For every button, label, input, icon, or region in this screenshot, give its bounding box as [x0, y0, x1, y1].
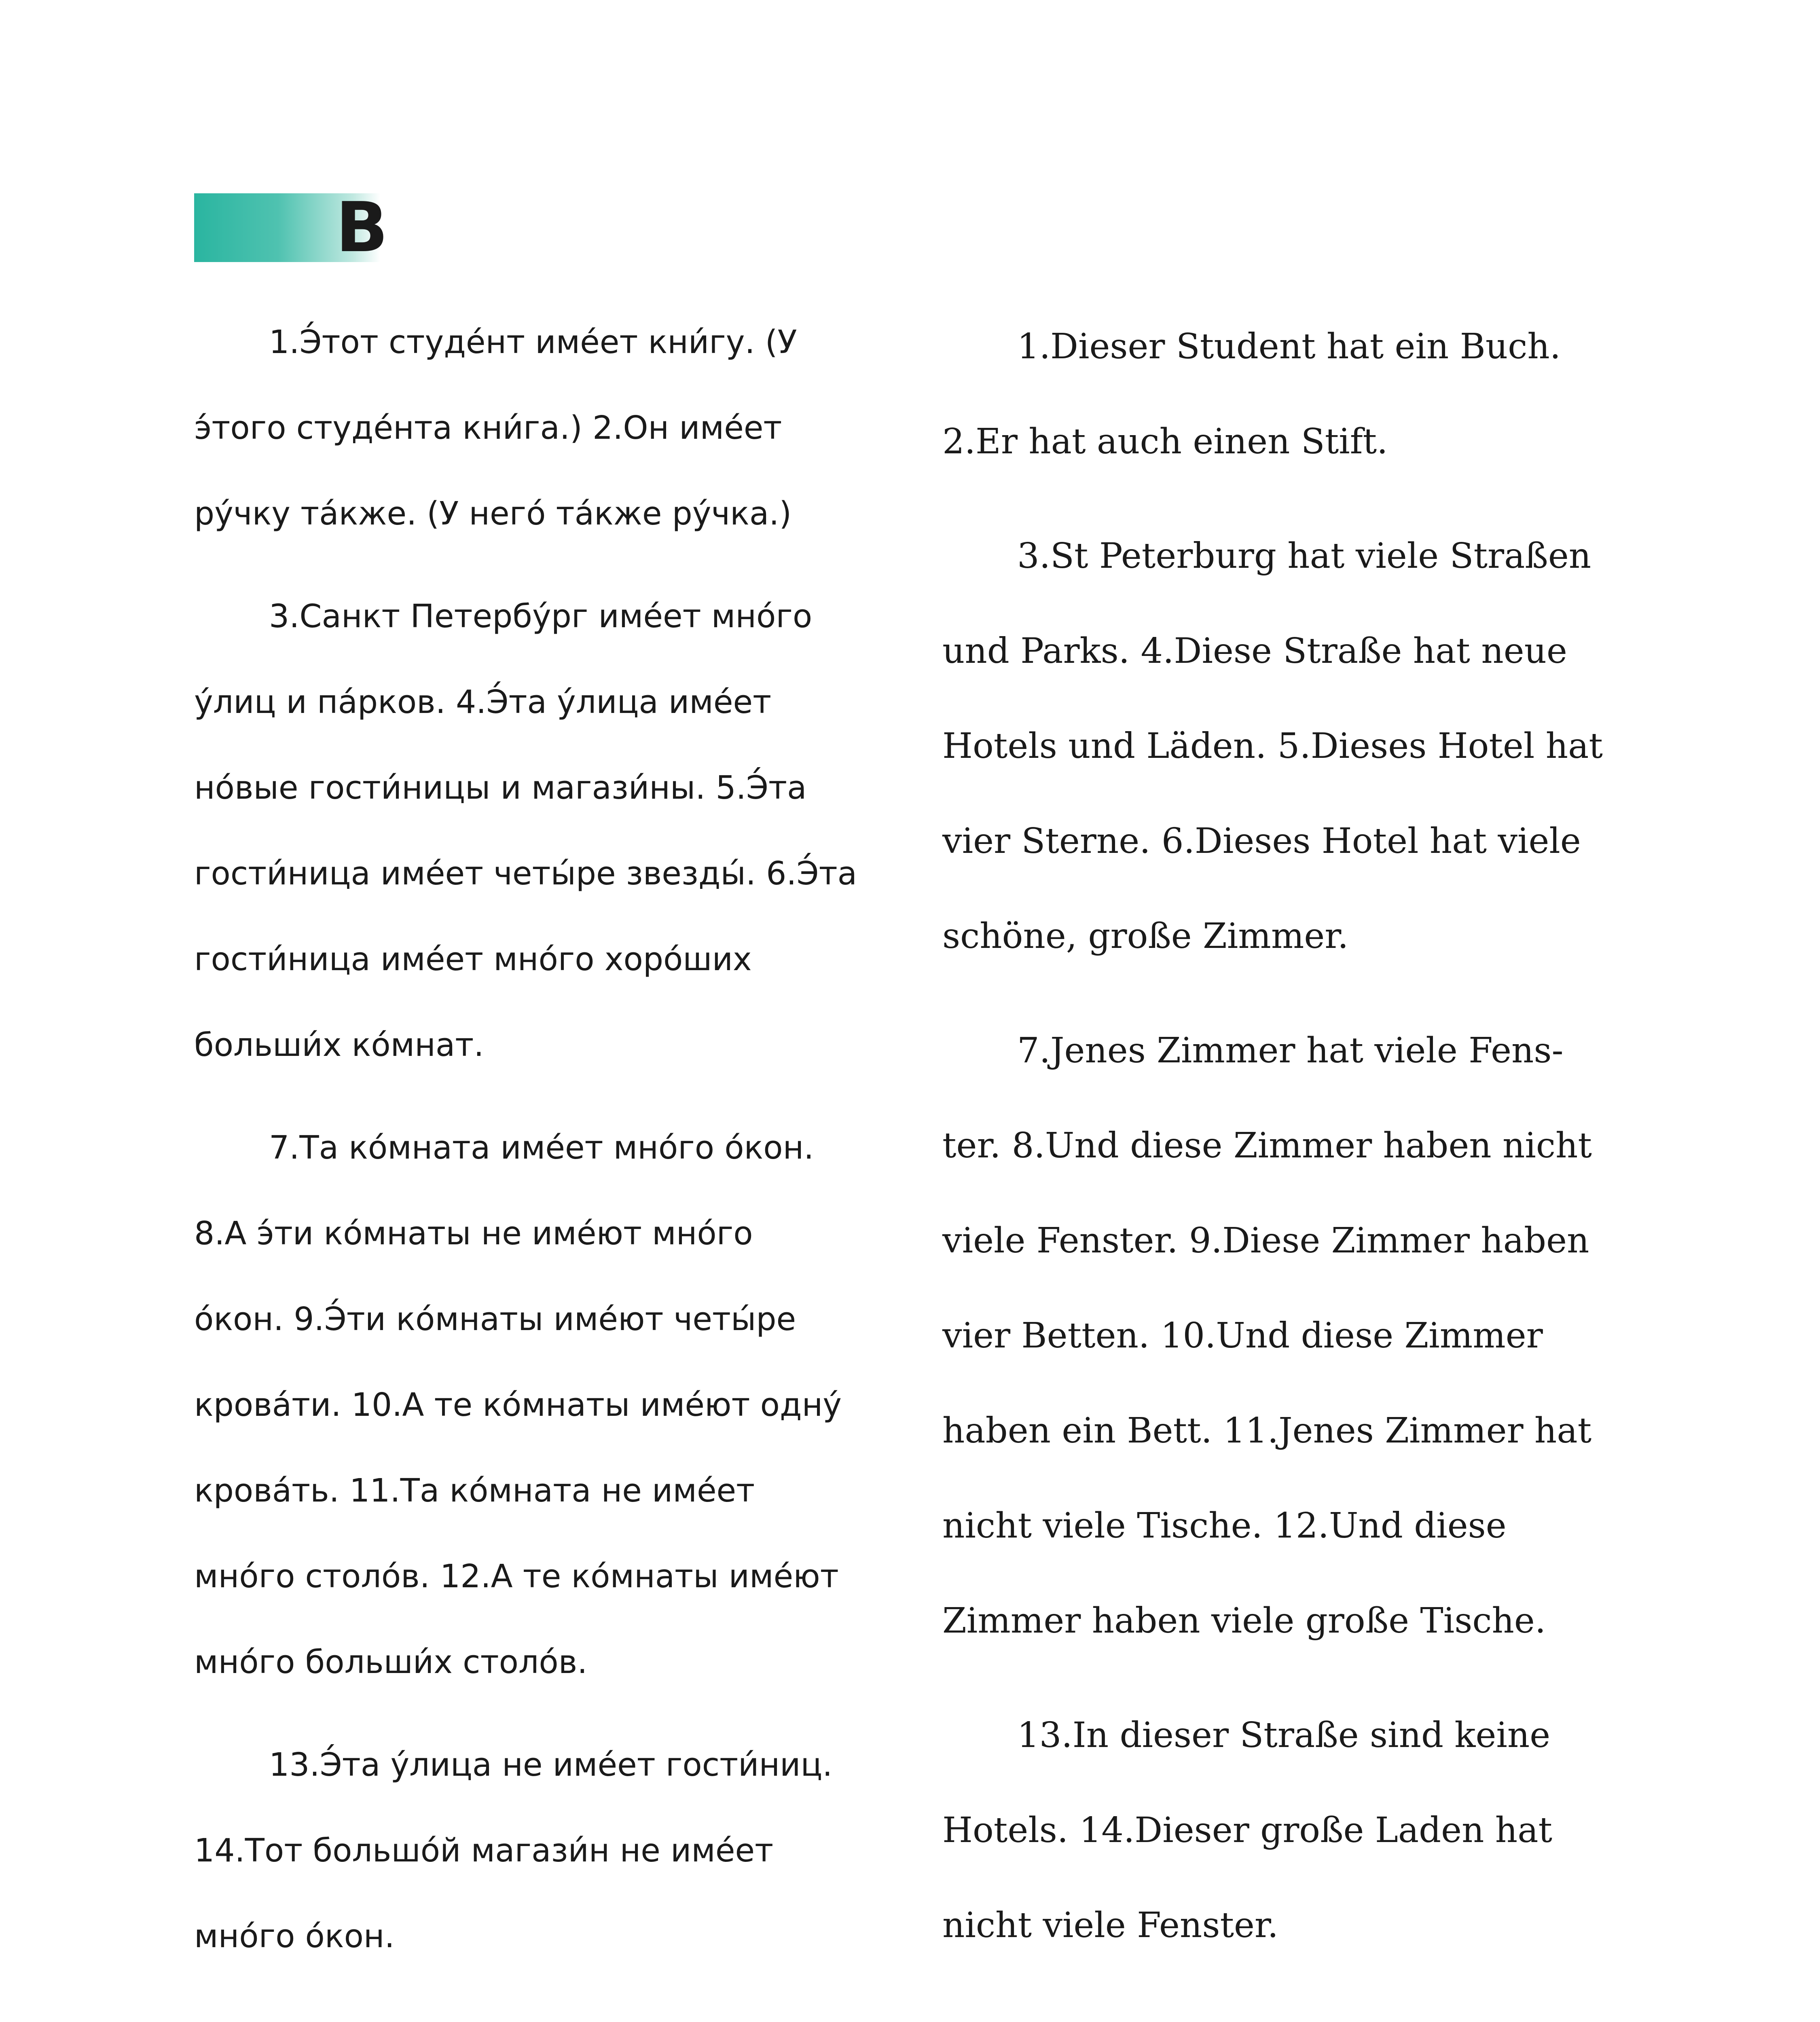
section-letter: В: [336, 188, 388, 268]
german-paragraph-3: 7.Jenes Zimmer hat viele Fens- ter. 8.Und diese Zimmer haben nicht viele Fenster. 9.Diese Zimmer haben vier Betten. 10.Und diese Zimmer haben ein Bett. 11.Jenes Zimmer hat nicht viele Tische. 12.Und diese Zimmer haben viele große Tische.: [942, 1030, 1592, 1641]
russian-paragraph-2: 3.Санкт Петербу́рг име́ет мно́го у́лиц и па́рков. 4.Э́та у́лица име́ет но́вые гости́ницы и магази́ны. 5.Э́та гости́ница име́ет четы́ре звезды́. 6.Э́та гости́ница име́ет мно́го хоро́ших больши́х ко́мнат.: [194, 598, 857, 1064]
german-paragraph-2: 3.St Peterburg hat viele Straßen und Parks. 4.Diese Straße hat neue Hotels und Läden. 5.Dieses Hotel hat vier Sterne. 6.Dieses Hotel hat viele schöne, große Zimmer.: [942, 536, 1603, 956]
german-paragraph-1: 1.Dieser Student hat ein Buch. 2.Er hat auch einen Stift.: [942, 326, 1561, 462]
german-paragraph-4: 13.In dieser Straße sind keine Hotels. 14.Dieser große Laden hat nicht viele Fenster.: [942, 1715, 1553, 1946]
russian-paragraph-4: 13.Э́та у́лица не име́ет гости́ниц. 14.Тот большо́й магази́н не име́ет мно́го о́кон.: [194, 1746, 833, 1955]
russian-paragraph-1: 1.Э́тот студе́нт име́ет кни́гу. (У э́того студе́нта кни́га.) 2.Он име́ет ру́чку та́кже. (У него́ та́кже ру́чка.): [194, 324, 797, 532]
russian-paragraph-3: 7.Та ко́мната име́ет мно́го о́кон. 8.А э́ти ко́мнаты не име́ют мно́го о́кон. 9.Э́ти ко́мнаты име́ют четы́ре крова́ти. 10.А те ко́мнаты име́ют одну́ крова́ть. 11.Та ко́мната не име́ет мно́го столо́в. 12.А те ко́мнаты име́ют мно́го больши́х столо́в.: [194, 1129, 842, 1681]
russian-column: [194, 299, 914, 1979]
german-column: [942, 299, 1606, 1973]
